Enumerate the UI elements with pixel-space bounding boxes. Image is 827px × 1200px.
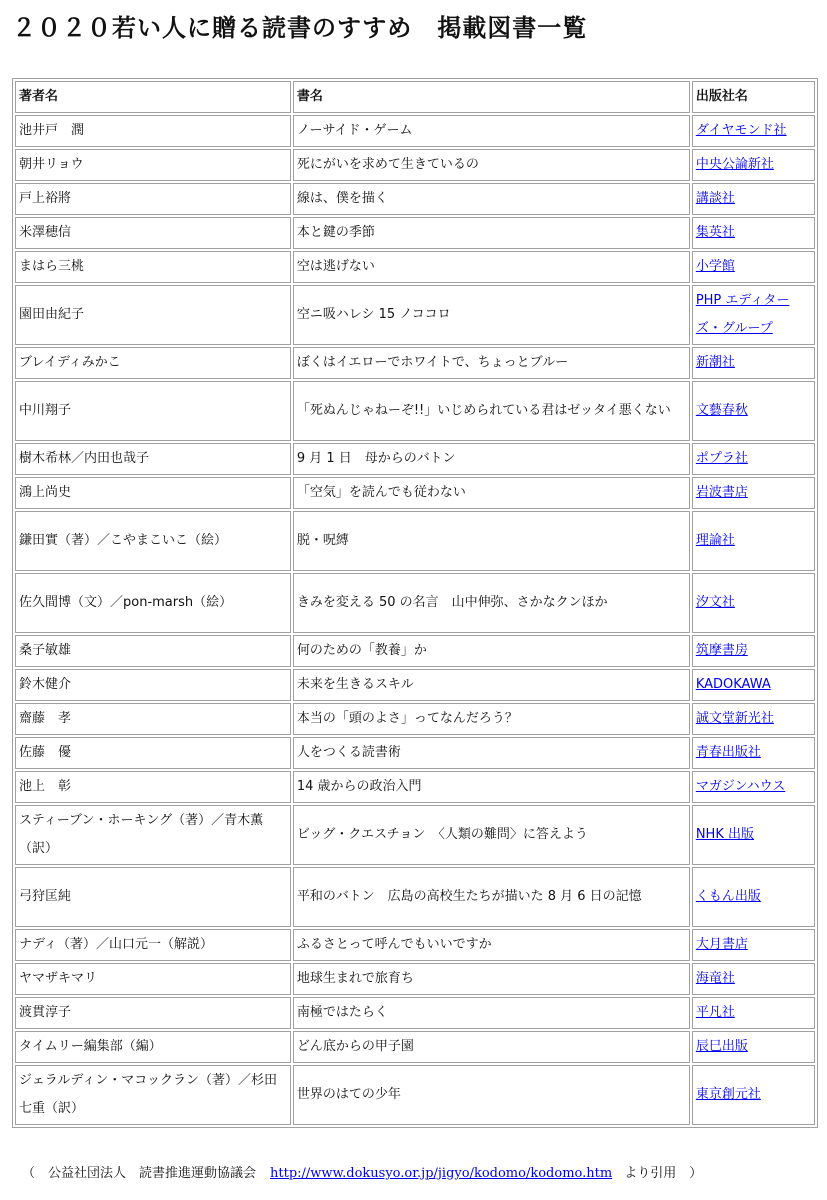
page-title: ２０２０若い人に贈る読書のすすめ 掲載図書一覧 bbox=[12, 14, 588, 42]
publisher-cell bbox=[692, 183, 815, 215]
publisher-link[interactable]: 理論社 bbox=[695, 533, 735, 548]
book-title-cell: 空は逃げない bbox=[293, 251, 690, 283]
author-cell: 齋藤 孝 bbox=[15, 703, 291, 735]
book-title-cell: ビッグ・クエスチョン 〈人類の難問〉に答えよう bbox=[293, 805, 690, 865]
author-cell: ジェラルディン・マコックラン（著）／杉田七重（訳） bbox=[15, 1065, 291, 1125]
table-row bbox=[15, 635, 815, 667]
table-row bbox=[15, 217, 815, 249]
publisher-link[interactable]: 誠文堂新光社 bbox=[695, 711, 774, 726]
author-cell: 中川翔子 bbox=[15, 381, 291, 441]
author-cell: 戸上裕將 bbox=[15, 183, 291, 215]
source-citation bbox=[22, 1162, 702, 1181]
publisher-link[interactable]: マガジンハウス bbox=[695, 779, 786, 794]
author-cell: ヤマザキマリ bbox=[15, 963, 291, 995]
author-cell: 鎌田實（著）／こやまこいこ（絵） bbox=[15, 511, 291, 571]
author-cell: 佐久間博（文）／pon-marsh（絵） bbox=[15, 573, 291, 633]
book-title-cell: ぼくはイエローでホワイトで、ちょっとブルー bbox=[293, 347, 690, 379]
citation-suffix: より引用 ） bbox=[624, 1166, 703, 1181]
publisher-link[interactable]: くもん出版 bbox=[695, 889, 761, 904]
publisher-cell bbox=[692, 703, 815, 735]
publisher-link[interactable]: 集英社 bbox=[695, 225, 735, 240]
table-row bbox=[15, 511, 815, 571]
author-cell: ナディ（著）／山口元一（解説） bbox=[15, 929, 291, 961]
author-cell: 渡貫淳子 bbox=[15, 997, 291, 1029]
table-row bbox=[15, 805, 815, 865]
author-cell: 桑子敏雄 bbox=[15, 635, 291, 667]
publisher-link[interactable]: NHK 出版 bbox=[695, 827, 754, 842]
publisher-cell bbox=[692, 149, 815, 181]
book-title-cell: 何のための「教養」か bbox=[293, 635, 690, 667]
publisher-cell bbox=[692, 285, 815, 345]
book-title-cell: 未来を生きるスキル bbox=[293, 669, 690, 701]
table-row bbox=[15, 183, 815, 215]
author-cell: 池上 彰 bbox=[15, 771, 291, 803]
book-title-cell: 本と鍵の季節 bbox=[293, 217, 690, 249]
book-title-cell: 本当の「頭のよさ」ってなんだろう？ bbox=[293, 703, 690, 735]
book-title-cell: 14 歳からの政治入門 bbox=[293, 771, 690, 803]
table-row bbox=[15, 251, 815, 283]
publisher-cell bbox=[692, 115, 815, 147]
book-list-table bbox=[12, 78, 818, 1128]
publisher-cell bbox=[692, 477, 815, 509]
table-row bbox=[15, 443, 815, 475]
header-title: 書名 bbox=[293, 81, 690, 113]
publisher-link[interactable]: ポプラ社 bbox=[695, 451, 748, 466]
publisher-link[interactable]: 平凡社 bbox=[695, 1005, 735, 1020]
table-row bbox=[15, 149, 815, 181]
publisher-link[interactable]: 大月書店 bbox=[695, 937, 748, 952]
author-cell: 樹木希林／内田也哉子 bbox=[15, 443, 291, 475]
publisher-cell bbox=[692, 381, 815, 441]
publisher-link[interactable]: 小学館 bbox=[695, 259, 735, 274]
table-row bbox=[15, 997, 815, 1029]
author-cell: まはら三桃 bbox=[15, 251, 291, 283]
author-cell: 米澤穂信 bbox=[15, 217, 291, 249]
table-row bbox=[15, 285, 815, 345]
book-title-cell: 南極ではたらく bbox=[293, 997, 690, 1029]
book-title-cell: 地球生まれで旅育ち bbox=[293, 963, 690, 995]
table-row bbox=[15, 573, 815, 633]
book-title-cell: 脱・呪縛 bbox=[293, 511, 690, 571]
book-title-cell: きみを変える 50 の名言 山中伸弥、さかなクンほか bbox=[293, 573, 690, 633]
author-cell: 園田由紀子 bbox=[15, 285, 291, 345]
table-row bbox=[15, 669, 815, 701]
publisher-cell bbox=[692, 217, 815, 249]
author-cell: スティーブン・ホーキング（著）／青木薫（訳） bbox=[15, 805, 291, 865]
publisher-cell bbox=[692, 573, 815, 633]
book-title-cell: 人をつくる読書術 bbox=[293, 737, 690, 769]
table-row bbox=[15, 929, 815, 961]
publisher-link[interactable]: PHP エディターズ・グループ bbox=[695, 293, 790, 336]
publisher-link[interactable]: 汐文社 bbox=[695, 595, 735, 610]
author-cell: 弓狩匡純 bbox=[15, 867, 291, 927]
book-title-cell: ノーサイド・ゲーム bbox=[293, 115, 690, 147]
publisher-cell bbox=[692, 737, 815, 769]
book-title-cell: どん底からの甲子園 bbox=[293, 1031, 690, 1063]
publisher-cell bbox=[692, 867, 815, 927]
author-cell: ブレイディみかこ bbox=[15, 347, 291, 379]
publisher-link[interactable]: 岩波書店 bbox=[695, 485, 748, 500]
author-cell: 鴻上尚史 bbox=[15, 477, 291, 509]
table-row bbox=[15, 1031, 815, 1063]
table-row bbox=[15, 771, 815, 803]
publisher-link[interactable]: 筑摩書房 bbox=[695, 643, 748, 658]
author-cell: 朝井リョウ bbox=[15, 149, 291, 181]
publisher-link[interactable]: 海竜社 bbox=[695, 971, 735, 986]
publisher-cell bbox=[692, 251, 815, 283]
table-header-row bbox=[15, 81, 815, 113]
table-row bbox=[15, 347, 815, 379]
publisher-cell bbox=[692, 669, 815, 701]
publisher-cell bbox=[692, 997, 815, 1029]
header-publisher: 出版社名 bbox=[692, 81, 815, 113]
publisher-link[interactable]: 文藝春秋 bbox=[695, 403, 748, 418]
publisher-link[interactable]: KADOKAWA bbox=[695, 677, 771, 692]
publisher-cell bbox=[692, 443, 815, 475]
book-title-cell: 平和のバトン 広島の高校生たちが描いた 8 月 6 日の記憶 bbox=[293, 867, 690, 927]
publisher-link[interactable]: 辰巳出版 bbox=[695, 1039, 748, 1054]
publisher-cell bbox=[692, 1031, 815, 1063]
table-row bbox=[15, 477, 815, 509]
publisher-cell bbox=[692, 929, 815, 961]
book-title-cell: 死にがいを求めて生きているの bbox=[293, 149, 690, 181]
table-row bbox=[15, 115, 815, 147]
publisher-link[interactable]: ダイヤモンド社 bbox=[695, 123, 787, 138]
publisher-cell bbox=[692, 963, 815, 995]
book-title-cell: 「空気」を読んでも従わない bbox=[293, 477, 690, 509]
book-title-cell: ふるさとって呼んでもいいですか bbox=[293, 929, 690, 961]
table-row bbox=[15, 1065, 815, 1125]
publisher-cell bbox=[692, 771, 815, 803]
publisher-cell bbox=[692, 805, 815, 865]
author-cell: 鈴木健介 bbox=[15, 669, 291, 701]
header-author: 著者名 bbox=[15, 81, 291, 113]
author-cell: 池井戸 潤 bbox=[15, 115, 291, 147]
table-row bbox=[15, 737, 815, 769]
publisher-link[interactable]: 講談社 bbox=[695, 191, 735, 206]
book-title-cell: 世界のはての少年 bbox=[293, 1065, 690, 1125]
publisher-link[interactable]: 東京創元社 bbox=[695, 1087, 761, 1102]
table-row bbox=[15, 381, 815, 441]
author-cell: 佐藤 優 bbox=[15, 737, 291, 769]
publisher-cell bbox=[692, 511, 815, 571]
book-title-cell: 空ニ吸ハレシ 15 ノココロ bbox=[293, 285, 690, 345]
table-row bbox=[15, 703, 815, 735]
book-title-cell: 「死ぬんじゃねーぞ!!」いじめられている君はゼッタイ悪くない bbox=[293, 381, 690, 441]
source-url-link[interactable]: http://www.dokusyo.or.jp/jigyo/kodomo/kodomo.htm bbox=[270, 1166, 613, 1181]
table-row bbox=[15, 963, 815, 995]
publisher-cell bbox=[692, 635, 815, 667]
publisher-link[interactable]: 中央公論新社 bbox=[695, 157, 774, 172]
author-cell: タイムリー編集部（編） bbox=[15, 1031, 291, 1063]
publisher-cell bbox=[692, 1065, 815, 1125]
publisher-link[interactable]: 新潮社 bbox=[695, 355, 735, 370]
publisher-link[interactable]: 青春出版社 bbox=[695, 745, 761, 760]
book-title-cell: 線は、僕を描く bbox=[293, 183, 690, 215]
publisher-cell bbox=[692, 347, 815, 379]
book-title-cell: 9 月 1 日 母からのバトン bbox=[293, 443, 690, 475]
table-row bbox=[15, 867, 815, 927]
table-body bbox=[15, 115, 815, 1125]
citation-prefix: （ 公益社団法人 読書推進運動協議会 bbox=[22, 1166, 257, 1181]
